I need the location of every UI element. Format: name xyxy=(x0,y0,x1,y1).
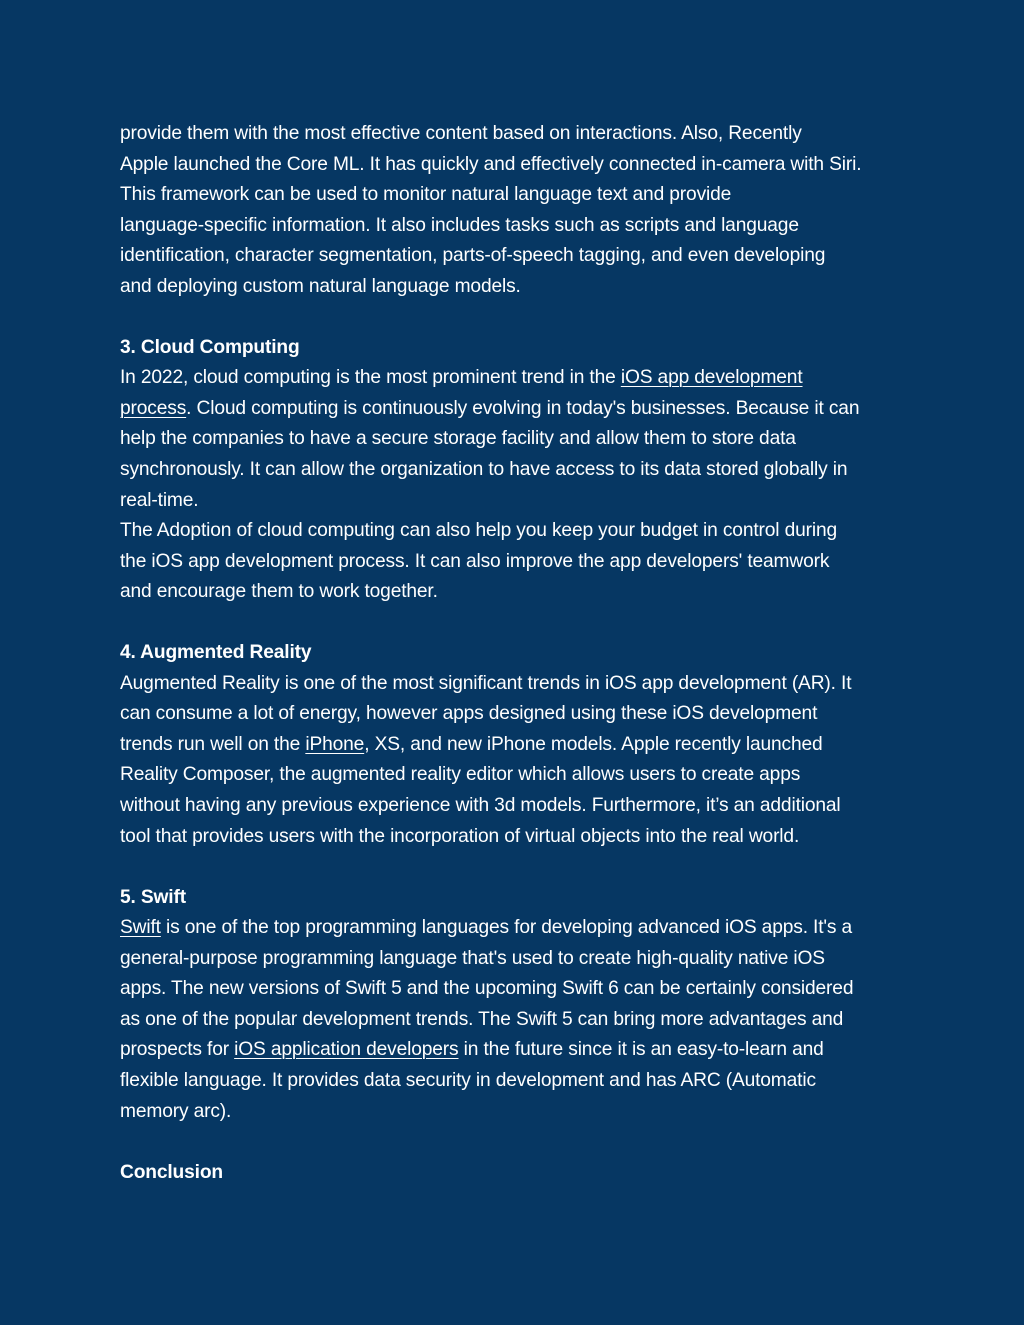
text-line: real-time. xyxy=(120,489,199,511)
spacer xyxy=(120,852,910,883)
text-line: provide them with the most effective content based on interactions. Also, Recently xyxy=(120,123,802,144)
text-line: synchronously. It can allow the organization to have access to its data stored globally in xyxy=(120,459,848,481)
text-line: memory arc). xyxy=(120,1100,232,1122)
text-segment: trends run well on the xyxy=(120,733,306,755)
text-segment: is one of the top programming languages for developing advanced iOS apps. It's a xyxy=(160,917,853,939)
text-line: Apple launched the Core ML. It has quickly and effectively connected in-camera with Siri. xyxy=(120,153,862,175)
section-heading: 3. Cloud Computing xyxy=(120,336,300,358)
section-conclusion xyxy=(120,1158,910,1189)
text-line: the iOS app development process. It can also improve the app developers' teamwork xyxy=(120,550,830,572)
text-line xyxy=(120,913,910,944)
text-line: The Adoption of cloud computing can also help you keep your budget in control during xyxy=(120,520,838,542)
ios-application-developers-link[interactable]: iOS application developers xyxy=(234,1039,459,1061)
section-swift xyxy=(120,883,910,1127)
section-heading: 4. Augmented Reality xyxy=(120,642,312,664)
text-segment: In 2022, cloud computing is the most prominent trend in the xyxy=(120,367,621,389)
iphone-link[interactable]: iPhone xyxy=(305,733,365,755)
text-line: flexible language. It provides data security in development and has ARC (Automatic xyxy=(120,1069,816,1091)
document-page xyxy=(120,119,910,1188)
spacer xyxy=(120,302,910,333)
text-line: general-purpose programming language that's used to create high-quality native iOS xyxy=(120,947,825,969)
spacer xyxy=(120,1127,910,1158)
ios-app-development-link-continued[interactable]: process xyxy=(120,397,187,419)
section-augmented-reality xyxy=(120,638,910,852)
text-line: apps. The new versions of Swift 5 and the upcoming Swift 6 can be certainly considered xyxy=(120,978,854,1000)
text-line: can consume a lot of energy, however apps designed using these iOS development xyxy=(120,703,818,725)
section-heading: 5. Swift xyxy=(120,886,186,908)
text-line: Reality Composer, the augmented reality editor which allows users to create apps xyxy=(120,764,801,786)
ios-app-development-link[interactable]: iOS app development xyxy=(620,367,803,389)
text-segment: in the future since it is an easy-to-learn and xyxy=(458,1039,824,1061)
text-line: identification, character segmentation, parts-of-speech tagging, and even developing xyxy=(120,245,826,267)
text-line: without having any previous experience with 3d models. Furthermore, it’s an additional xyxy=(120,795,841,817)
text-line xyxy=(120,394,910,425)
text-line xyxy=(120,730,910,761)
text-line: tool that provides users with the incorporation of virtual objects into the real world. xyxy=(120,825,800,847)
text-line: Augmented Reality is one of the most significant trends in iOS app development (AR). It xyxy=(120,672,852,694)
text-line: as one of the popular development trends. The Swift 5 can bring more advantages and xyxy=(120,1008,844,1030)
text-line: language-specific information. It also includes tasks such as scripts and language xyxy=(120,214,799,236)
text-line xyxy=(120,363,910,394)
section-heading: Conclusion xyxy=(120,1161,223,1183)
intro-paragraph xyxy=(120,119,910,302)
text-line: and deploying custom natural language models. xyxy=(120,275,521,297)
text-segment: , XS, and new iPhone models. Apple recently launched xyxy=(364,733,823,755)
spacer xyxy=(120,608,910,639)
swift-link[interactable]: Swift xyxy=(120,917,161,939)
text-segment: . Cloud computing is continuously evolving in today's businesses. Because it can xyxy=(186,397,860,419)
section-cloud-computing xyxy=(120,333,910,608)
text-segment: prospects for xyxy=(120,1039,235,1061)
text-line xyxy=(120,1035,910,1066)
text-line: and encourage them to work together. xyxy=(120,581,438,603)
text-line: help the companies to have a secure storage facility and allow them to store data xyxy=(120,428,796,450)
text-line: This framework can be used to monitor natural language text and provide xyxy=(120,184,732,206)
